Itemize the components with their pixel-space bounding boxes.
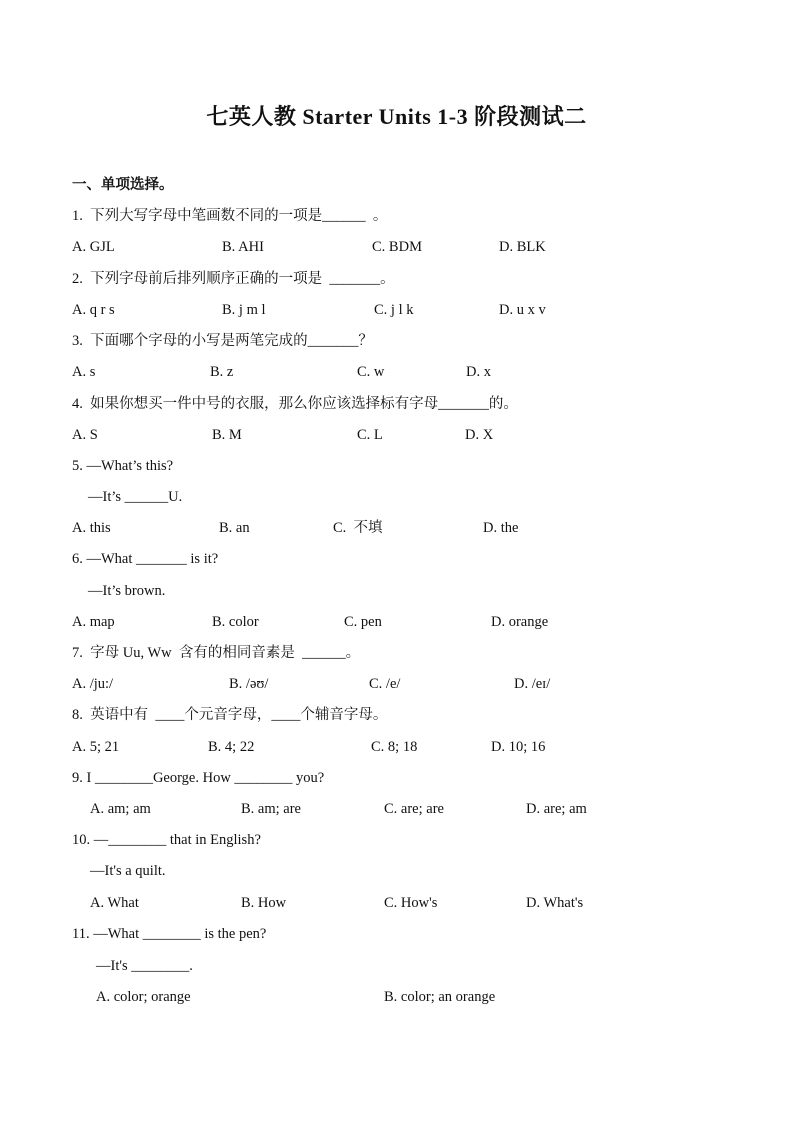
question-10-option-b: B. How xyxy=(241,895,287,911)
question-3-option-c: C. w xyxy=(357,364,385,380)
question-5-answer-line: —It’s ______U. xyxy=(88,489,183,505)
question-6-option-c: C. pen xyxy=(344,614,382,630)
question-6-answer-line: —It’s brown. xyxy=(88,583,166,599)
question-2-option-c: C. j l k xyxy=(374,302,414,318)
question-7-option-d: D. /eɪ/ xyxy=(514,676,551,692)
question-2-option-a: A. q r s xyxy=(72,302,115,318)
question-2-option-d: D. u x v xyxy=(499,302,546,318)
question-10-option-d: D. What's xyxy=(526,895,584,911)
question-3-stem: 3. 下面哪个字母的小写是两笔完成的_______？ xyxy=(72,333,373,349)
section-heading: 一、单项选择。 xyxy=(72,177,174,193)
question-7-option-b: B. /əʊ/ xyxy=(229,676,269,692)
question-2-option-b: B. j m l xyxy=(222,302,266,318)
question-5-stem: 5. —What’s this? xyxy=(72,458,174,474)
question-5-option-a: A. this xyxy=(72,520,111,536)
question-11-stem: 11. —What ________ is the pen? xyxy=(72,926,267,942)
question-9-option-a: A. am; am xyxy=(90,801,151,817)
question-4-option-d: D. X xyxy=(465,427,494,443)
question-11-answer-line: —It's ________. xyxy=(96,958,193,974)
question-7-stem: 7. 字母 Uu, Ww 含有的相同音素是 ______。 xyxy=(72,645,361,661)
question-10-option-c: C. How's xyxy=(384,895,438,911)
question-2-stem: 2. 下列字母前后排列顺序正确的一项是 _______。 xyxy=(72,271,395,287)
question-8-option-b: B. 4; 22 xyxy=(208,739,255,755)
question-9-option-c: C. are; are xyxy=(384,801,444,817)
question-9-option-b: B. am; are xyxy=(241,801,301,817)
question-3-option-d: D. x xyxy=(466,364,491,380)
question-1-option-d: D. BLK xyxy=(499,239,546,255)
question-1-option-a: A. GJL xyxy=(72,239,115,255)
question-5-option-d: D. the xyxy=(483,520,519,536)
question-11-option-a: A. color; orange xyxy=(96,989,191,1005)
question-4-stem: 4. 如果你想买一件中号的衣服，那么你应该选择标有字母_______的。 xyxy=(72,396,518,412)
question-3-option-b: B. z xyxy=(210,364,234,380)
question-1-option-c: C. BDM xyxy=(372,239,422,255)
question-6-option-d: D. orange xyxy=(491,614,549,630)
question-8-stem: 8. 英语中有 ____个元音字母，____个辅音字母。 xyxy=(72,707,388,723)
question-7-option-a: A. /ju:/ xyxy=(72,676,114,692)
question-6-option-a: A. map xyxy=(72,614,115,630)
question-10-stem: 10. —________ that in English? xyxy=(72,832,261,848)
question-11-option-b: B. color; an orange xyxy=(384,989,496,1005)
question-4-option-b: B. M xyxy=(212,427,242,443)
question-4-option-a: A. S xyxy=(72,427,98,443)
question-3-option-a: A. s xyxy=(72,364,96,380)
question-1-option-b: B. AHI xyxy=(222,239,264,255)
question-8-option-c: C. 8; 18 xyxy=(371,739,418,755)
question-6-option-b: B. color xyxy=(212,614,259,630)
question-9-stem: 9. I ________George. How ________ you? xyxy=(72,770,325,786)
question-10-option-a: A. What xyxy=(90,895,139,911)
question-4-option-c: C. L xyxy=(357,427,383,443)
question-8-option-d: D. 10; 16 xyxy=(491,739,546,755)
question-5-option-b: B. an xyxy=(219,520,250,536)
page-title: 七英人教 Starter Units 1-3 阶段测试二 xyxy=(206,104,587,129)
question-10-answer-line: —It's a quilt. xyxy=(90,863,166,879)
question-6-stem: 6. —What _______ is it? xyxy=(72,551,219,567)
question-8-option-a: A. 5; 21 xyxy=(72,739,120,755)
question-9-option-d: D. are; am xyxy=(526,801,587,817)
question-7-option-c: C. /e/ xyxy=(369,676,401,692)
question-5-option-c: C. 不填 xyxy=(333,520,383,536)
question-1-stem: 1. 下列大写字母中笔画数不同的一项是______ 。 xyxy=(72,208,388,224)
